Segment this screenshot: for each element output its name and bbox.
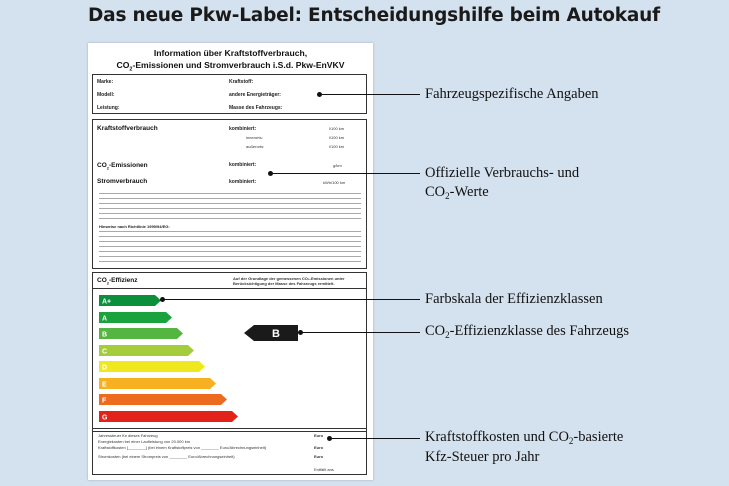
- annotation-costs: [425, 428, 623, 467]
- cost-section: [92, 428, 367, 475]
- efficiency-bar-label: E: [102, 381, 107, 388]
- unit-l-1: l/100 km: [329, 126, 345, 131]
- annotation-class: $CO_2$-Effizienzklasse des Fahrzeugs: [425, 323, 629, 340]
- card-header-line2: $CO_2$-Emissionen und Stromverbrauch i.S.d. Pkw-EnVKV: [116, 60, 345, 73]
- leader-line-class: [301, 332, 420, 333]
- efficiency-bar-label: D: [102, 364, 108, 372]
- leader-line-consumption: [271, 173, 420, 174]
- unit-kwh: kWh/100 km: [323, 180, 346, 185]
- annotation-scale: Farbskala der Effizienzklassen: [425, 291, 603, 307]
- annotation-consumption-line2: $CO_2$-Werte: [425, 184, 489, 201]
- unit-l-2: l/100 km: [329, 135, 345, 140]
- efficiency-bar-label: G: [102, 414, 108, 421]
- efficiency-bar-g: [99, 411, 238, 422]
- explanation-text-block-1: [99, 193, 361, 219]
- kombiniert-label-3: kombiniert:: [229, 179, 257, 185]
- consumption-section: [92, 119, 367, 269]
- pkw-label-card: [88, 43, 373, 480]
- co2-emissionen-label: $CO_2$-Emissionen: [97, 162, 148, 171]
- field-masse: Masse des Fahrzeugs:: [229, 105, 283, 111]
- efficiency-note-line1: Auf der Grundlage der gemessenen CO₂-Emissionen unter: [233, 276, 345, 281]
- kombiniert-label-2: kombiniert:: [229, 162, 257, 168]
- leader-line-costs: [330, 438, 420, 439]
- cost-euro-3: Euro: [314, 454, 324, 459]
- efficiency-bar-aplus: [99, 295, 161, 306]
- annotation-costs-line2: Kfz-Steuer pro Jahr: [425, 449, 540, 465]
- cost-euro-1: Euro: [314, 433, 324, 438]
- cost-line-2: Energiekosten bei einer Laufleistung von 20.000 km: [98, 439, 191, 444]
- efficiency-bar-label: C: [102, 348, 108, 355]
- cost-entfallt: Entfällt ans: [314, 467, 334, 472]
- efficiency-bar-d: [99, 361, 205, 372]
- cost-line-1: Jahressteuer für dieses Fahrzeug: [98, 433, 158, 438]
- ausserorts-label: außerorts:: [246, 144, 265, 149]
- efficiency-bar-f: [99, 394, 227, 405]
- vehicle-class-marker: [244, 325, 298, 341]
- vehicle-class-letter: B: [272, 328, 280, 340]
- card-header: [88, 47, 373, 76]
- annotation-consumption-line1: Offizielle Verbrauchs- und: [425, 165, 580, 181]
- field-andere: andere Energieträger:: [229, 92, 281, 98]
- unit-g: g/km: [333, 163, 342, 168]
- innerorts-label: innerorts:: [246, 135, 263, 140]
- annotation-consumption: [425, 164, 579, 203]
- field-modell: Modell:: [97, 92, 115, 98]
- annotation-vehicle: Fahrzeugspezifische Angaben: [425, 86, 599, 102]
- co2-effizienz-heading: $CO_2$-Effizienz: [97, 277, 138, 286]
- cost-line-4: Stromkosten (bei einem Strompreis von ________ Euro/Abrechnungseinheit): [98, 454, 235, 459]
- cost-euro-2: Euro: [314, 445, 324, 450]
- efficiency-bar-label: F: [102, 397, 107, 405]
- kraftstoffverbrauch-label: Kraftstoffverbrauch: [97, 125, 158, 132]
- efficiency-bar-label: A: [102, 315, 108, 322]
- efficiency-bar-e: [99, 378, 216, 389]
- field-marke: Marke:: [97, 79, 114, 85]
- field-kraftstoff: Kraftstoff:: [229, 79, 254, 85]
- cost-line-3: Kraftstoffkosten [________] (bei einem Kraftstoffpreis von ________ Euro/Abrechnungseinheit): [98, 445, 267, 450]
- kombiniert-label-1: kombiniert:: [229, 126, 257, 132]
- efficiency-bar-label: A+: [102, 298, 112, 306]
- leader-line-vehicle: [320, 94, 420, 95]
- efficiency-bar-label: B: [102, 331, 108, 339]
- efficiency-section: [92, 272, 367, 432]
- field-leistung: Leistung:: [97, 105, 120, 111]
- leader-line-scale: [163, 299, 420, 300]
- efficiency-note-line2: Berücksichtigung der Masse des Fahrzeugs ermittelt.: [233, 281, 335, 286]
- hinweis-heading: Hinweise nach Richtlinie 1999/94/EG:: [99, 224, 170, 229]
- explanation-text-block-2: [99, 231, 361, 265]
- page-title: Das neue Pkw-Label: Entscheidungshilfe beim Autokauf: [88, 5, 660, 26]
- efficiency-bar-a: [99, 312, 172, 323]
- card-header-line1: Information über Kraftstoffverbrauch,: [153, 48, 308, 58]
- annotation-costs-line1: Kraftstoffkosten und $CO_2$-basierte: [425, 429, 624, 446]
- unit-l-3: l/100 km: [329, 144, 345, 149]
- efficiency-bar-c: [99, 345, 194, 356]
- stromverbrauch-label: Stromverbrauch: [97, 178, 148, 185]
- efficiency-bar-b: [99, 328, 183, 339]
